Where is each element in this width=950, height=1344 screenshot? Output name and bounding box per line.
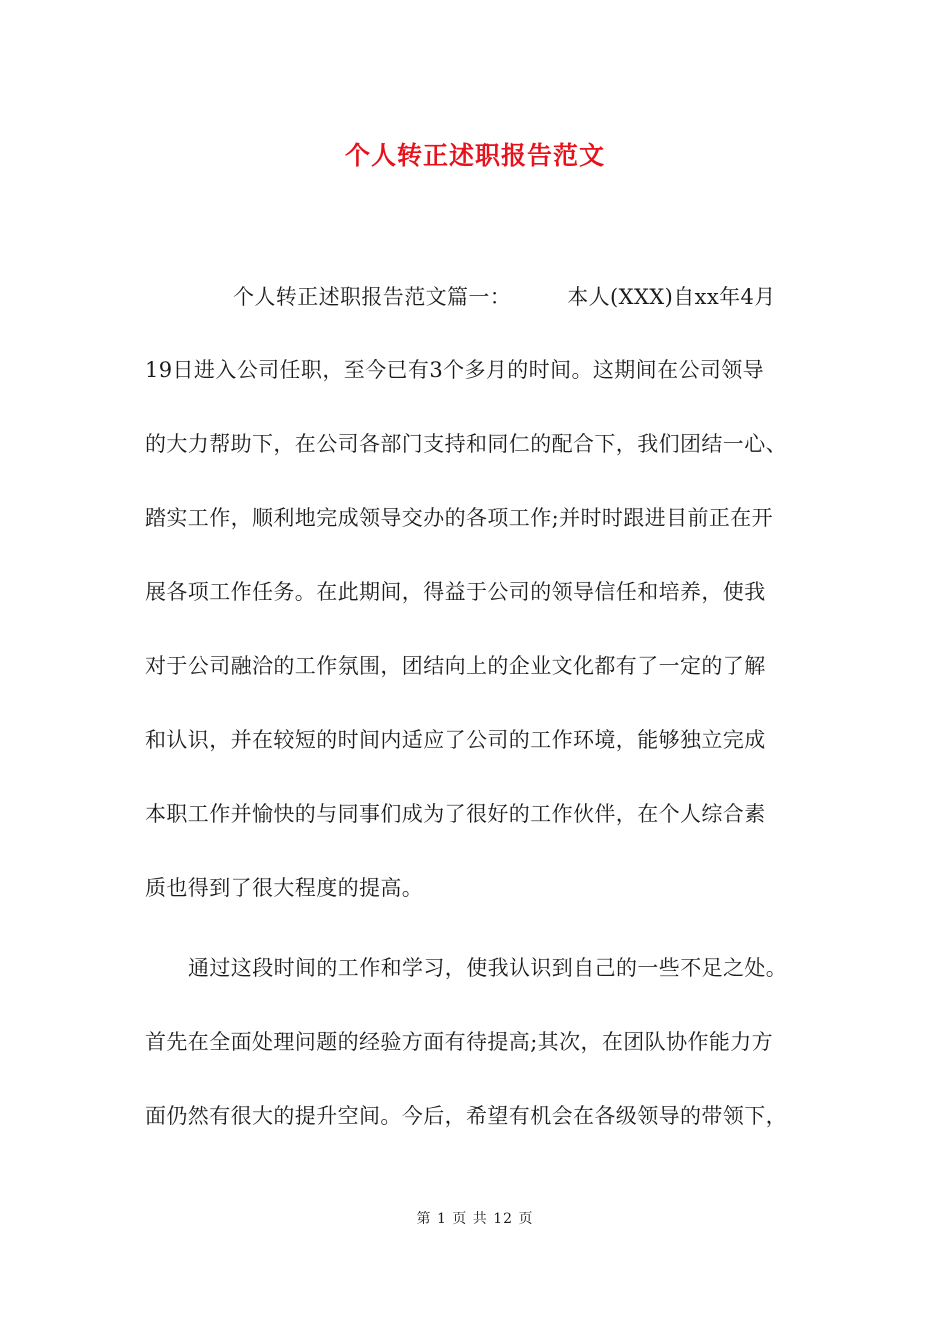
body-line-8: 本职工作并愉快的与同事们成为了很好的工作伙伴，在个人综合素 bbox=[145, 802, 766, 826]
body-line-7: 和认识，并在较短的时间内适应了公司的工作环境，能够独立完成 bbox=[145, 728, 766, 752]
body-line-1 bbox=[233, 282, 776, 312]
body-line-5: 展各项工作任务。在此期间，得益于公司的领导信任和培养，使我 bbox=[145, 580, 766, 604]
section-heading: 个人转正述职报告范文篇一： bbox=[233, 285, 512, 309]
body-line-11: 首先在全面处理问题的经验方面有待提高;其次，在团队协作能力方 bbox=[145, 1030, 774, 1054]
body-text: 本人(XXX)自xx年4月 bbox=[567, 285, 776, 309]
body-line-6: 对于公司融洽的工作氛围，团结向上的企业文化都有了一定的了解 bbox=[145, 654, 766, 678]
page-title: 个人转正述职报告范文 bbox=[344, 141, 605, 170]
body-line-4: 踏实工作，顺利地完成领导交办的各项工作;并时时跟进目前正在开 bbox=[145, 506, 774, 530]
body-line-2: 19日进入公司任职，至今已有3个多月的时间。这期间在公司领导 bbox=[145, 358, 765, 382]
body-line-12: 面仍然有很大的提升空间。今后，希望有机会在各级领导的带领下， bbox=[145, 1104, 787, 1128]
body-line-10: 通过这段时间的工作和学习，使我认识到自己的一些不足之处。 bbox=[188, 956, 788, 980]
page-footer: 第 1 页 共 12 页 bbox=[416, 1211, 534, 1227]
body-line-3: 的大力帮助下，在公司各部门支持和同仁的配合下，我们团结一心、 bbox=[145, 432, 787, 456]
body-line-9: 质也得到了很大程度的提高。 bbox=[145, 876, 424, 900]
